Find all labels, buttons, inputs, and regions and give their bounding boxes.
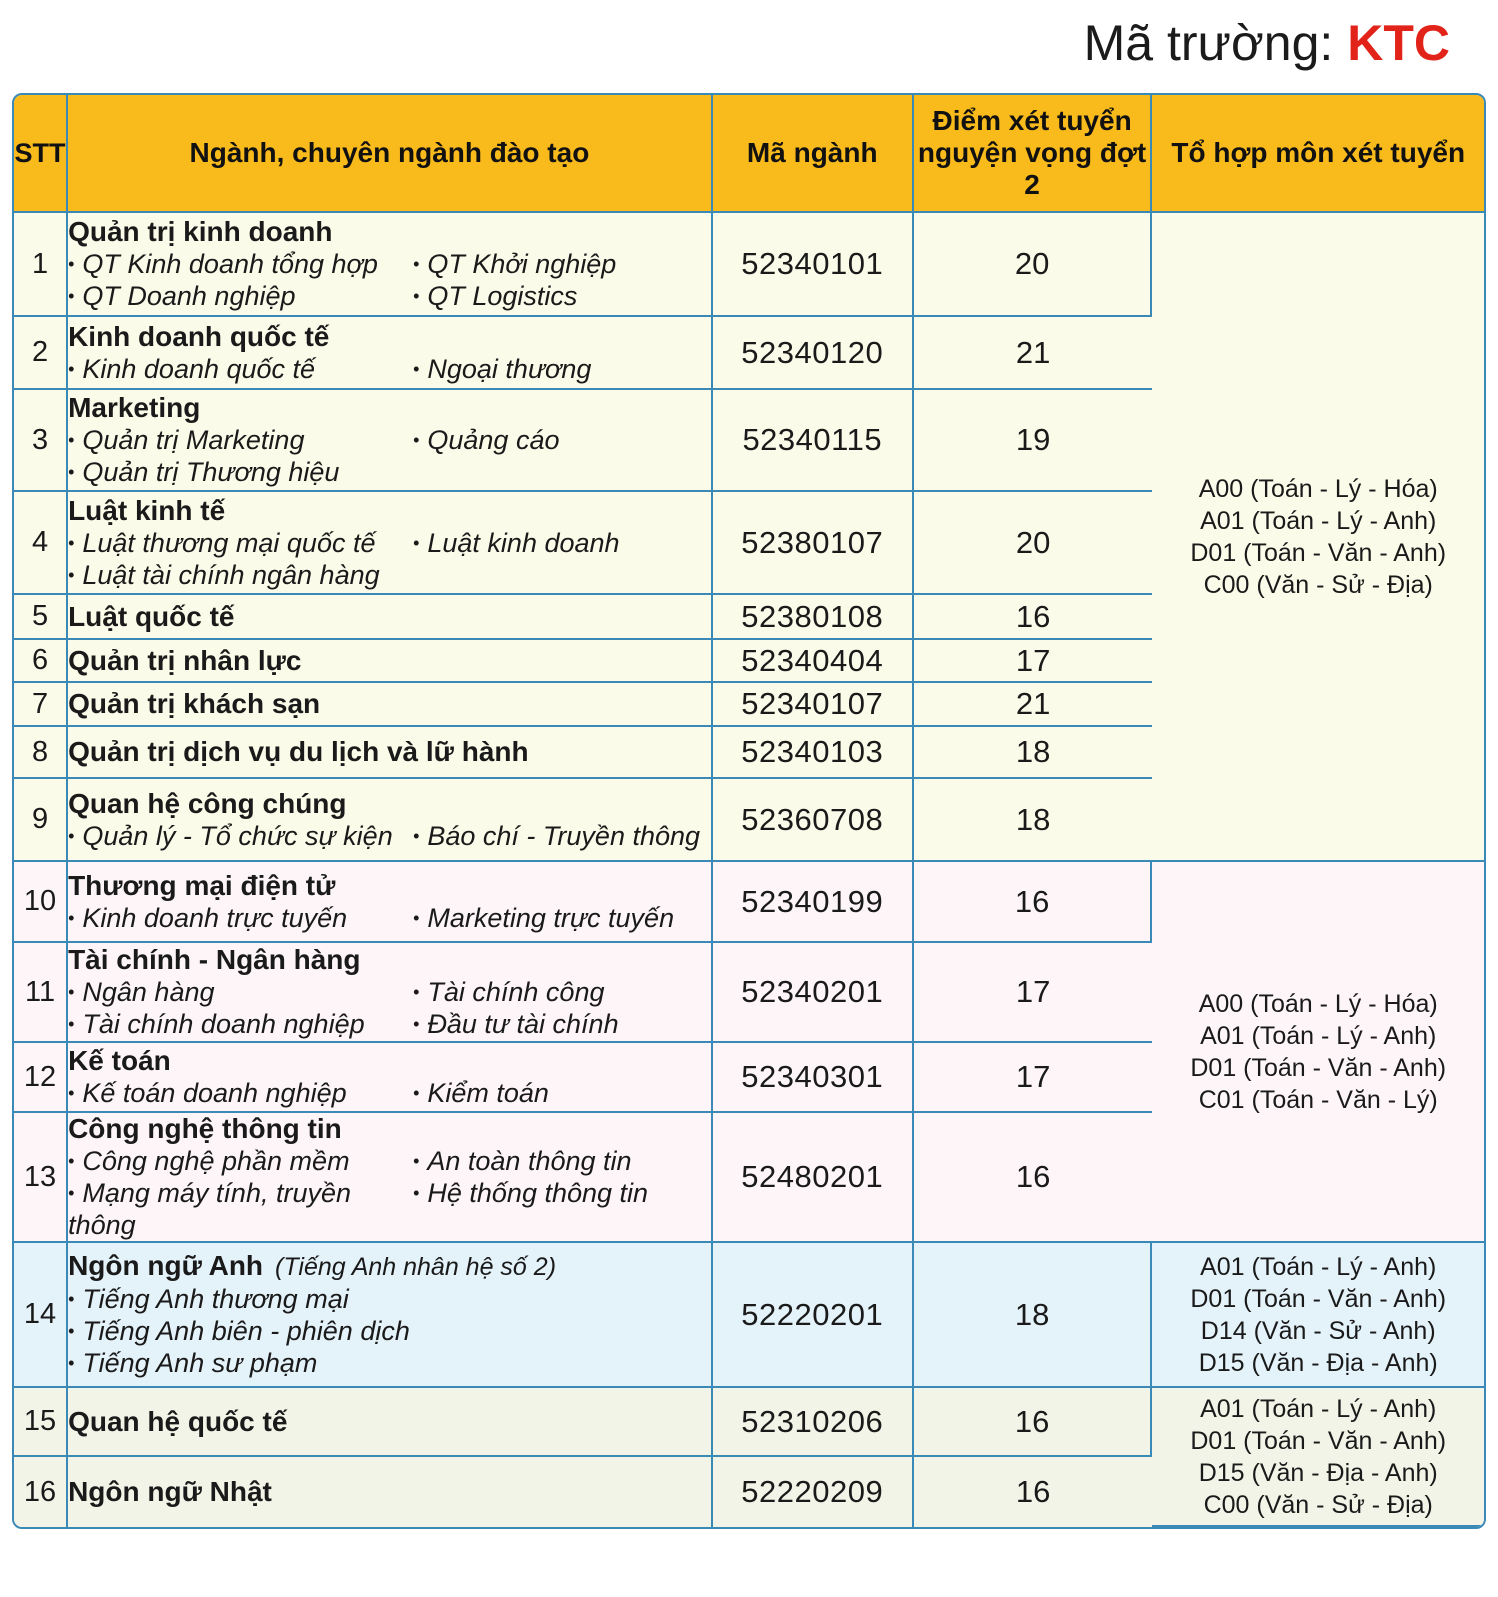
major-title	[68, 392, 711, 424]
row-major-code: 52340301	[713, 1043, 914, 1113]
row-score: 16	[914, 1457, 1153, 1527]
row-major-code: 52340404	[713, 640, 914, 683]
major-title-text: Thương mại điện tử	[68, 869, 336, 901]
combo-item: D01 (Toán - Văn - Anh)	[1190, 1284, 1447, 1313]
specialization-item: • Hệ thống thông tin	[413, 1177, 711, 1241]
row-stt: 13	[14, 1113, 68, 1243]
school-code-value: KTC	[1347, 15, 1450, 71]
specialization-list	[68, 1145, 711, 1241]
table-row	[14, 862, 1484, 943]
admission-table	[12, 93, 1486, 1529]
row-major-code: 52340103	[713, 727, 914, 779]
row-stt: 3	[14, 390, 68, 492]
specialization-item: • Ngoại thương	[413, 353, 711, 385]
specialization-list	[68, 1283, 711, 1379]
specialization-item: • Kinh doanh quốc tế	[68, 353, 413, 385]
major-title-text: Quản trị dịch vụ du lịch và lữ hành	[68, 736, 529, 767]
row-major-code: 52340115	[713, 390, 914, 492]
row-stt: 5	[14, 595, 68, 640]
major-title-text: Ngôn ngữ Anh	[68, 1250, 264, 1281]
row-major	[68, 683, 713, 727]
major-title	[68, 944, 711, 976]
major-note: (Tiếng Anh nhân hệ số 2)	[275, 1253, 557, 1281]
combo-item: A01 (Toán - Lý - Anh)	[1200, 1021, 1437, 1050]
major-title	[68, 688, 711, 720]
major-title	[68, 1406, 711, 1438]
specialization-item: • Quản lý - Tổ chức sự kiện	[68, 820, 413, 852]
major-title	[68, 1045, 711, 1077]
row-stt: 11	[14, 943, 68, 1043]
major-title	[68, 1113, 711, 1145]
specialization-item: • Quản trị Thương hiệu	[68, 456, 413, 488]
row-major	[68, 727, 713, 779]
specialization-list	[68, 424, 711, 488]
major-title-text: Quản trị nhân lực	[68, 644, 302, 676]
major-title-text: Kế toán	[68, 1045, 171, 1076]
specialization-item: • Đầu tư tài chính	[413, 1008, 711, 1040]
row-major	[68, 1388, 713, 1457]
major-title	[68, 645, 711, 677]
specialization-item: • QT Khởi nghiệp	[413, 248, 711, 280]
combo-item: C01 (Toán - Văn - Lý)	[1198, 1085, 1438, 1114]
col-header-stt: STT	[14, 95, 68, 213]
row-stt: 7	[14, 683, 68, 727]
major-title-text: Luật quốc tế	[68, 600, 235, 632]
row-stt: 15	[14, 1388, 68, 1457]
table-body	[14, 213, 1484, 1527]
row-stt: 2	[14, 317, 68, 390]
specialization-list	[68, 353, 711, 385]
row-score: 18	[914, 779, 1153, 862]
specialization-list	[68, 820, 711, 852]
row-major	[68, 1457, 713, 1527]
combo-item: D01 (Toán - Văn - Anh)	[1190, 1426, 1447, 1455]
col-header-score	[914, 95, 1153, 213]
major-title-text: Quan hệ quốc tế	[68, 1405, 288, 1437]
combo-group	[1152, 213, 1484, 862]
specialization-item: • QT Doanh nghiệp	[68, 280, 413, 312]
major-title-text: Quan hệ công chúng	[68, 787, 347, 819]
col-header-combo: Tổ hợp môn xét tuyển	[1152, 95, 1484, 213]
specialization-item: • Kinh doanh trực tuyến	[68, 902, 413, 934]
combo-group	[1152, 862, 1484, 1243]
specialization-list	[68, 902, 711, 934]
row-major	[68, 595, 713, 640]
row-stt: 1	[14, 213, 68, 317]
combo-item: A01 (Toán - Lý - Anh)	[1200, 1394, 1437, 1423]
major-title	[68, 788, 711, 820]
major-title-text: Tài chính - Ngân hàng	[68, 944, 361, 975]
combo-item: A01 (Toán - Lý - Anh)	[1200, 1252, 1437, 1281]
specialization-item: • Kế toán doanh nghiệp	[68, 1077, 413, 1109]
row-major-code: 52340120	[713, 317, 914, 390]
combo-group	[1152, 1388, 1484, 1527]
specialization-item: • Tài chính doanh nghiệp	[68, 1008, 413, 1040]
specialization-item: • Kiểm toán	[413, 1077, 711, 1109]
specialization-item: • Luật tài chính ngân hàng	[68, 559, 413, 591]
specialization-item: • Công nghệ phần mềm	[68, 1145, 413, 1177]
row-stt: 9	[14, 779, 68, 862]
col-header-score-line2: nguyện vọng đợt 2	[917, 137, 1147, 200]
major-title-text: Công nghệ thông tin	[68, 1113, 342, 1144]
major-title	[68, 870, 711, 902]
combo-item: D15 (Văn - Địa - Anh)	[1198, 1348, 1438, 1377]
row-major	[68, 943, 713, 1043]
table-row	[14, 1243, 1484, 1388]
specialization-item: • Tiếng Anh sư phạm	[68, 1347, 711, 1379]
row-score: 17	[914, 943, 1153, 1043]
row-major-code: 52340101	[713, 213, 914, 317]
major-title	[68, 736, 711, 768]
row-major	[68, 390, 713, 492]
row-score: 20	[914, 492, 1153, 595]
combo-item: D15 (Văn - Địa - Anh)	[1198, 1458, 1438, 1487]
row-stt: 10	[14, 862, 68, 943]
row-score: 18	[914, 727, 1153, 779]
row-score: 16	[914, 595, 1153, 640]
specialization-item: • QT Kinh doanh tổng hợp	[68, 248, 413, 280]
col-header-score-line1: Điểm xét tuyển	[932, 105, 1132, 136]
specialization-item: • Quảng cáo	[413, 424, 711, 456]
school-code-label: Mã trường:	[1083, 15, 1334, 71]
specialization-item: • Luật thương mại quốc tế	[68, 527, 413, 559]
row-stt: 8	[14, 727, 68, 779]
row-score: 21	[914, 683, 1153, 727]
row-major-code: 52360708	[713, 779, 914, 862]
row-major	[68, 1113, 713, 1243]
row-major-code: 52220209	[713, 1457, 914, 1527]
combo-item: C00 (Văn - Sử - Địa)	[1203, 570, 1433, 599]
row-score: 18	[914, 1243, 1153, 1388]
row-score: 16	[914, 1388, 1153, 1457]
specialization-list	[68, 1077, 711, 1109]
specialization-item: • Ngân hàng	[68, 976, 413, 1008]
row-score: 19	[914, 390, 1153, 492]
col-header-major: Ngành, chuyên ngành đào tạo	[68, 95, 713, 213]
row-major-code: 52380107	[713, 492, 914, 595]
row-major-code: 52340201	[713, 943, 914, 1043]
combo-item: C00 (Văn - Sử - Địa)	[1203, 1490, 1433, 1519]
major-title	[68, 1476, 711, 1508]
row-major-code: 52340107	[713, 683, 914, 727]
row-stt: 16	[14, 1457, 68, 1527]
major-title	[68, 321, 711, 353]
major-title-text: Quản trị kinh doanh	[68, 216, 333, 247]
combo-item: D01 (Toán - Văn - Anh)	[1190, 1053, 1447, 1082]
major-title-text: Ngôn ngữ Nhật	[68, 1476, 272, 1507]
row-score: 21	[914, 317, 1153, 390]
combo-group	[1152, 1243, 1484, 1388]
specialization-item: • QT Logistics	[413, 280, 711, 312]
major-title	[68, 601, 711, 633]
row-score: 17	[914, 1043, 1153, 1113]
row-major-code: 52310206	[713, 1388, 914, 1457]
specialization-item: • Luật kinh doanh	[413, 527, 711, 559]
specialization-item: • Quản trị Marketing	[68, 424, 413, 456]
specialization-item: • Báo chí - Truyền thông	[413, 820, 711, 852]
row-major	[68, 862, 713, 943]
combo-item: A00 (Toán - Lý - Hóa)	[1198, 989, 1438, 1018]
row-score: 16	[914, 862, 1153, 943]
row-score: 16	[914, 1113, 1153, 1243]
row-major	[68, 1043, 713, 1113]
row-major	[68, 492, 713, 595]
col-header-code: Mã ngành	[713, 95, 914, 213]
row-major-code: 52380108	[713, 595, 914, 640]
table-header-row	[14, 95, 1484, 213]
specialization-list	[68, 976, 711, 1040]
row-major	[68, 213, 713, 317]
row-major-code: 52340199	[713, 862, 914, 943]
major-title-text: Quản trị khách sạn	[68, 688, 321, 719]
row-score: 20	[914, 213, 1153, 317]
row-stt: 12	[14, 1043, 68, 1113]
combo-item: D14 (Văn - Sử - Anh)	[1200, 1316, 1436, 1345]
table-row	[14, 1388, 1484, 1457]
specialization-item: • Tiếng Anh thương mại	[68, 1283, 711, 1315]
specialization-item: • Tiếng Anh biên - phiên dịch	[68, 1315, 711, 1347]
row-major	[68, 317, 713, 390]
combo-item: D01 (Toán - Văn - Anh)	[1190, 538, 1447, 567]
row-major	[68, 1243, 713, 1388]
specialization-item: • Mạng máy tính, truyền thông	[68, 1177, 413, 1241]
specialization-list	[68, 248, 711, 312]
specialization-item: • An toàn thông tin	[413, 1145, 711, 1177]
major-title-text: Kinh doanh quốc tế	[68, 320, 330, 352]
row-major-code: 52480201	[713, 1113, 914, 1243]
row-major	[68, 779, 713, 862]
row-major-code: 52220201	[713, 1243, 914, 1388]
row-stt: 6	[14, 640, 68, 683]
combo-item: A01 (Toán - Lý - Anh)	[1200, 506, 1437, 535]
major-title	[68, 216, 711, 248]
table-row	[14, 213, 1484, 317]
row-major	[68, 640, 713, 683]
major-title-text: Luật kinh tế	[68, 494, 226, 526]
major-title	[68, 495, 711, 527]
row-score: 17	[914, 640, 1153, 683]
major-title	[68, 1250, 711, 1283]
row-stt: 14	[14, 1243, 68, 1388]
row-stt: 4	[14, 492, 68, 595]
combo-item: A00 (Toán - Lý - Hóa)	[1198, 474, 1438, 503]
major-title-text: Marketing	[68, 392, 201, 423]
specialization-item: • Marketing trực tuyến	[413, 902, 711, 934]
school-code-heading	[1084, 14, 1450, 72]
specialization-list	[68, 527, 711, 591]
specialization-item: • Tài chính công	[413, 976, 711, 1008]
